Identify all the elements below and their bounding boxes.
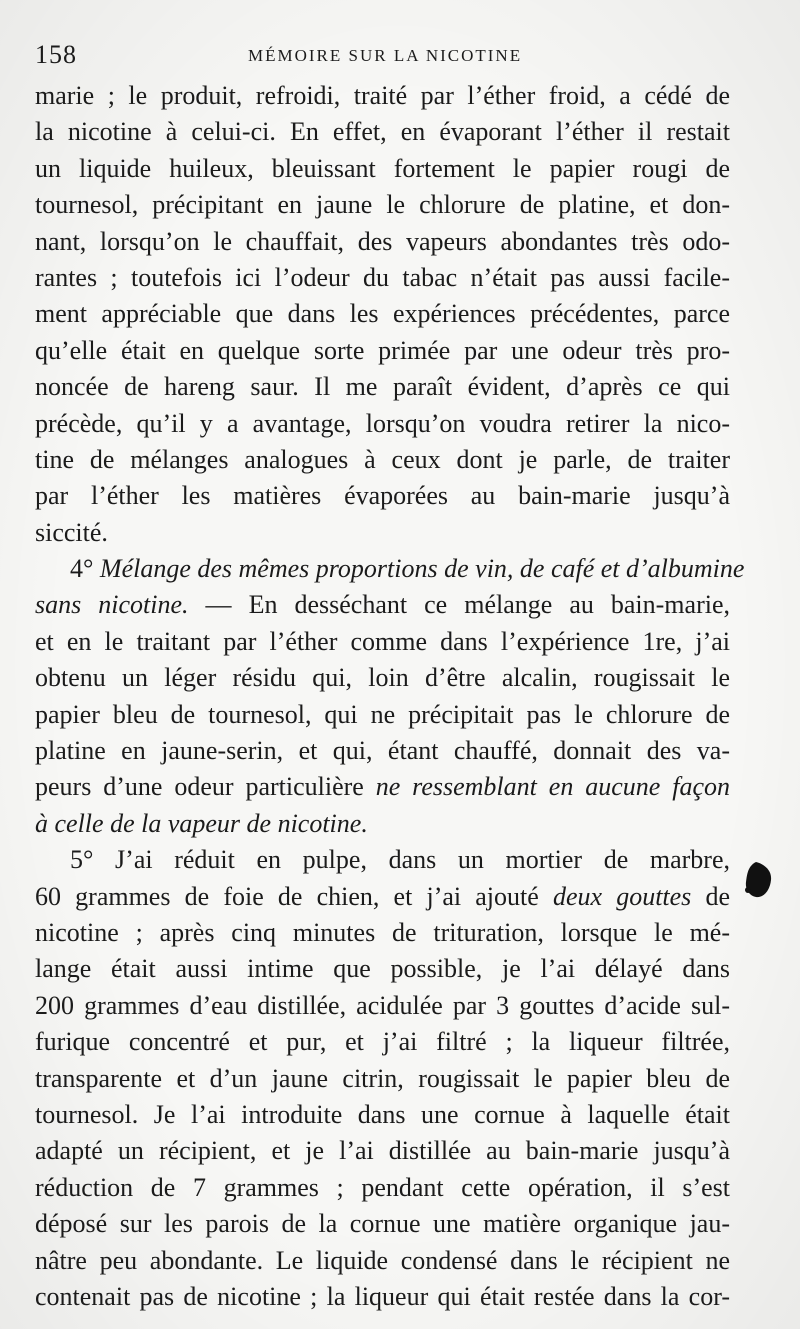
italic-text: Mélange des mêmes proportions de vin, de café et d’albumine [99, 554, 745, 584]
plain-text: 60 grammes de foie de chien, et j’ai ajouté [35, 881, 553, 911]
text-line: contenait pas de nicotine ; la liqueur qui était restée dans la cor- [35, 1281, 730, 1311]
running-title: MÉMOIRE SUR LA NICOTINE [248, 46, 523, 65]
paragraph-4-heading [35, 551, 745, 587]
text-line: par l’éther les matières évaporées au bain-marie jusqu’à [35, 481, 730, 511]
text-line: qu’elle était en quelque sorte primée par une odeur très pro- [35, 335, 730, 365]
text-line: 200 grammes d’eau distillée, acidulée par 3 gouttes d’acide sul- [35, 990, 730, 1020]
text-line: nant, lorsqu’on le chauffait, des vapeurs abondantes très odo- [35, 226, 730, 256]
text-line: furique concentré et pur, et j’ai filtré ; la liqueur filtrée, [35, 1027, 730, 1057]
text-line: marie ; le produit, refroidi, traité par l’éther froid, a cédé de [35, 81, 730, 110]
text-line: platine en jaune-serin, et qui, étant chauffé, donnait des va- [35, 736, 730, 766]
text-line: tournesol. Je l’ai introduite dans une cornue à laquelle était [35, 1099, 730, 1129]
italic-text: deux gouttes [552, 881, 692, 911]
text-line: et en le traitant par l’éther comme dans l’expérience 1re, j’ai [35, 626, 730, 656]
text-line: précède, qu’il y a avantage, lorsqu’on voudra retirer la nico- [35, 408, 730, 438]
text-line [35, 587, 730, 623]
running-head [35, 40, 735, 70]
italic-text: sans nicotine. [35, 590, 189, 620]
text-line: obtenu un léger résidu qui, loin d’être alcalin, rougissait le [35, 663, 730, 693]
text-line: adapté un récipient, et je l’ai distillée au bain-marie jusqu’à [35, 1136, 730, 1166]
page-number: 158 [35, 40, 77, 69]
text-line: un liquide huileux, bleuissant fortement le papier rougi de [35, 153, 730, 183]
text-line: nicotine ; après cinq minutes de trituration, lorsque le mé- [35, 917, 730, 947]
plain-text: — En desséchant ce mélange au bain-marie, [188, 590, 730, 620]
text-line: la nicotine à celui-ci. En effet, en évaporant l’éther il restait [35, 117, 730, 147]
text-line [35, 769, 730, 805]
text-line: réduction de 7 grammes ; pendant cette opération, il s’est [35, 1172, 730, 1202]
body-text [35, 78, 745, 1315]
text-line: papier bleu de tournesol, qui ne précipitait pas le chlorure de [35, 699, 730, 729]
text-line: lange était aussi intime que possible, je l’ai délayé dans [35, 954, 730, 984]
text-line: déposé sur les parois de la cornue une matière organique jau- [35, 1209, 730, 1239]
text-line: nâtre peu abondante. Le liquide condensé dans le récipient ne [35, 1245, 730, 1275]
text-line: à celle de la vapeur de nicotine. [35, 808, 368, 838]
italic-text: ne ressemblant en aucune façon [375, 772, 730, 802]
plain-text: peurs d’une odeur particulière [35, 772, 376, 802]
text-line: ment appréciable que dans les expériences précédentes, parce [35, 299, 730, 329]
text-line: tine de mélanges analogues à ceux dont je parle, de traiter [35, 444, 730, 474]
paragraph-5-heading: 5° J’ai réduit en pulpe, dans un mortier de marbre, [70, 845, 730, 875]
text-line: transparente et d’un jaune citrin, rougissait le papier bleu de [35, 1063, 730, 1093]
text-line: siccité. [35, 517, 108, 547]
text-line: noncée de hareng saur. Il me paraît évident, d’après ce qui [35, 372, 730, 402]
paragraph-number: 4° [70, 554, 94, 584]
text-line: rantes ; toutefois ici l’odeur du tabac n’était pas aussi facile- [35, 262, 730, 292]
text-line: tournesol, précipitant en jaune le chlorure de platine, et don- [35, 190, 730, 220]
ink-blot [742, 860, 774, 900]
text-line [35, 879, 730, 915]
plain-text: de [691, 881, 730, 911]
